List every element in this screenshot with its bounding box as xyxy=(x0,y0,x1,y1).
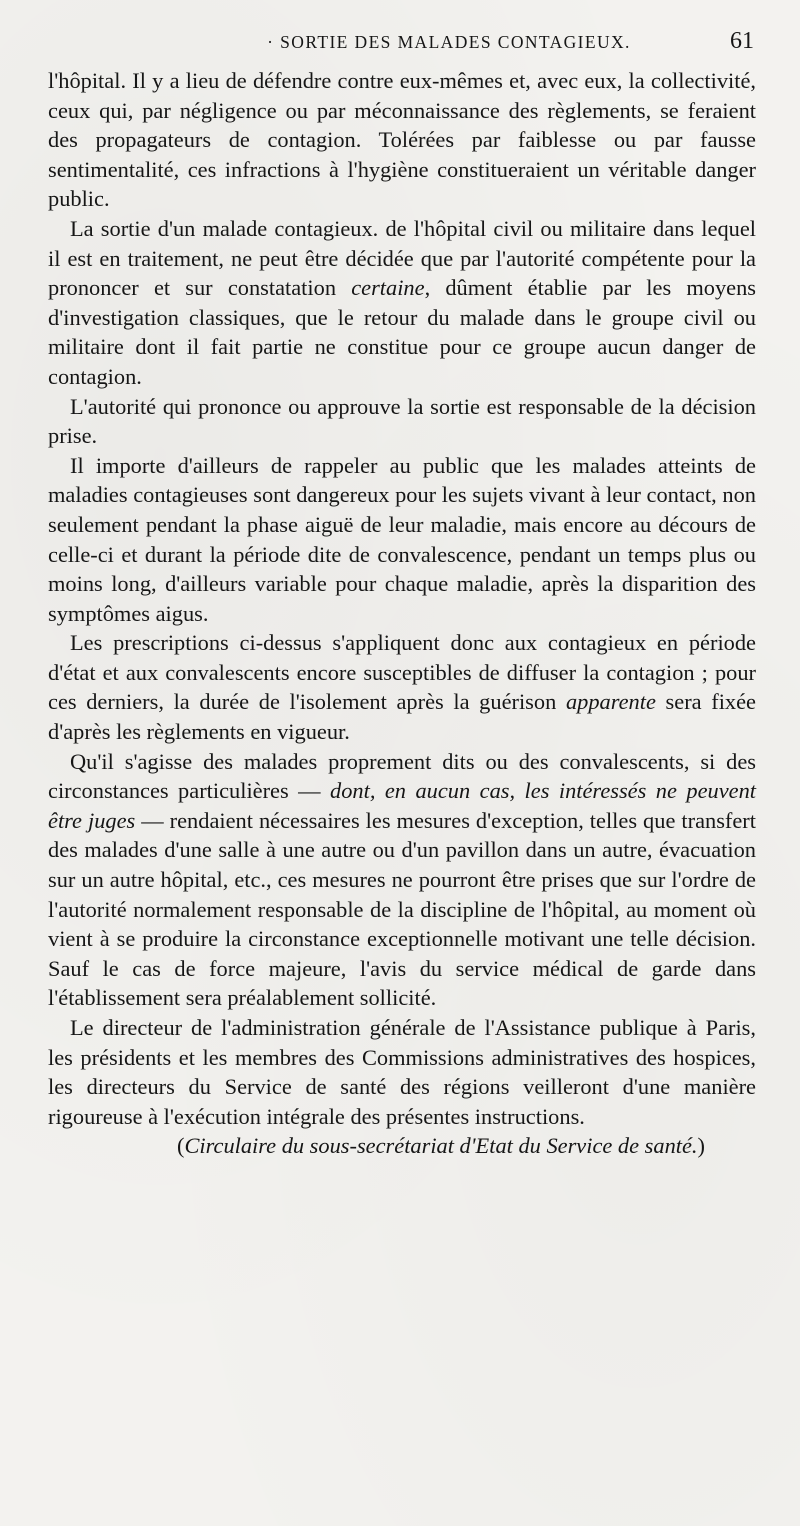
italic-phrase: Circulaire du sous-secrétariat d'Etat du Service de santé. xyxy=(184,1133,698,1159)
paragraph-directeur: Le directeur de l'administration générale de l'Assistance publique à Paris, les présidents et les membres des Commissions administratives des hospices, les directeurs du Service de santé des régions veilleront d'une manière rigoureuse à l'exécution intégrale des présentes instructions. xyxy=(48,1015,756,1129)
running-header xyxy=(48,28,756,64)
running-title: · SORTIE DES MALADES CONTAGIEUX. xyxy=(267,32,631,52)
paragraph-rappel-public: Il importe d'ailleurs de rappeler au public que les malades atteints de maladies contagieuses sont dangereux pour les sujets vivant à leur contact, non seulement pendant la phase aiguë de leur maladie, mais encore au décours de celle-ci et durant la période dite de convalescence, pendant un temps plus ou moins long, d'ailleurs variable pour chaque maladie, après la disparition des symptômes aigus. xyxy=(48,452,756,626)
attribution: (Circulaire du sous-secrétariat d'Etat du Service de santé.) xyxy=(177,1133,705,1159)
italic-phrase: certaine xyxy=(351,275,425,301)
paragraph-autorite: L'autorité qui prononce ou approuve la sortie est responsable de la décision prise. xyxy=(48,393,756,449)
paragraph-mesures-exception: Qu'il s'agisse des malades proprement dits ou des convalescents, si des circonstances particulières — dont, en aucun cas, les intéressés ne peuvent être juges — rendaient nécessaires les mesures d'exception, telles que transfert des malades d'une salle à une autre ou d'un pavillon dans un autre, évacuation sur un autre hôpital, etc., ces mesures ne pourront être prises que sur l'ordre de l'autorité normalement responsable de la discipline de l'hôpital, au moment où vient à se produire la circonstance exceptionnelle motivant une telle décision. Sauf le cas de force majeure, l'avis du service médical de garde dans l'établissement sera préalablement sollicité. xyxy=(48,748,756,1011)
paragraph-prescriptions: Les prescriptions ci-dessus s'appliquent donc aux contagieux en période d'état et aux convalescents encore susceptibles de diffuser la contagion ; pour ces derniers, la durée de l'isolement après la guérison apparente sera fixée d'après les règlements en vigueur. xyxy=(48,630,756,745)
page-number: 61 xyxy=(730,28,754,54)
paragraph-continued: l'hôpital. Il y a lieu de défendre contre eux-mêmes et, avec eux, la collectivité, ceux qui, par négligence ou par méconnaissance des règlements, se feraient des propagateurs de contagion. Tolérées par faiblesse ou par fausse sentimentalité, ces infractions à l'hygiène constitueraient un véritable danger public. xyxy=(48,68,756,212)
italic-phrase: apparente xyxy=(565,689,656,715)
body-text xyxy=(48,66,756,1161)
paragraph-sortie-malade: La sortie d'un malade contagieux. de l'hôpital civil ou militaire dans lequel il est en traitement, ne peut être décidée que par l'autorité compétente pour la prononcer et sur constatation certaine, dûment établie par les moyens d'investigation classiques, que le retour du malade dans le groupe civil ou militaire dont il fait partie ne constitue pour ce groupe aucun danger de contagion. xyxy=(48,215,756,389)
italic-phrase: dont, en aucun cas, les intéressés ne peuvent être juges xyxy=(48,778,756,833)
